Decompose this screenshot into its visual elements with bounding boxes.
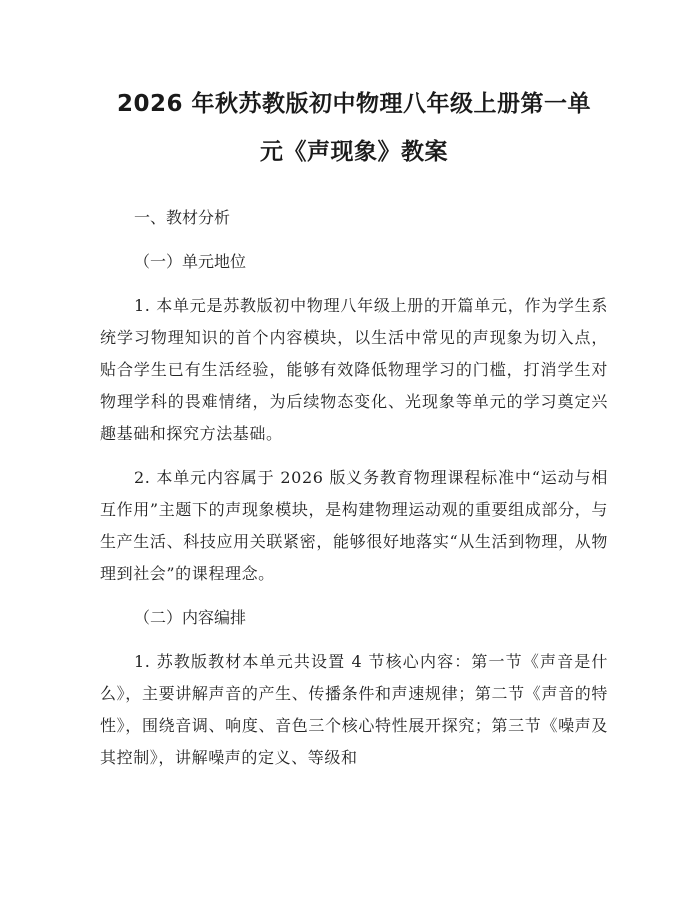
paragraph-2: 2. 本单元内容属于 2026 版义务教育物理课程标准中“运动与相互作用”主题下的声现象模块，是构建物理运动观的重要组成部分，与生产生活、科技应用关联紧密，能够很好地落实“从生活到物理，从物理到社会”的课程理念。	[100, 468, 608, 583]
title-line-1: 2026 年秋苏教版初中物理八年级上册第一单	[116, 91, 592, 117]
paragraph-1: 1. 本单元是苏教版初中物理八年级上册的开篇单元，作为学生系统学习物理知识的首个内容模块，以生活中常见的声现象为切入点，贴合学生已有生活经验，能够有效降低物理学习的门槛，打消学生对物理学科的畏难情绪，为后续物态变化、光现象等单元的学习奠定兴趣基础和探究方法基础。	[100, 296, 608, 443]
title-line-2: 元《声现象》教案	[260, 139, 448, 165]
subsection-heading-unit-position: （一）单元地位	[134, 252, 247, 271]
section-heading-textbook-analysis: 一、教材分析	[134, 208, 231, 227]
document-body	[100, 202, 608, 774]
paragraph-3: 1. 苏教版教材本单元共设置 4 节核心内容：第一节《声音是什么》，主要讲解声音的产生、传播条件和声速规律；第二节《声音的特性》，围绕音调、响度、音色三个核心特性展开探究；第三节《噪声及其控制》，讲解噪声的定义、等级和	[100, 652, 608, 767]
subsection-heading-content-arrangement: （二）内容编排	[134, 608, 247, 627]
document-title	[94, 80, 614, 176]
